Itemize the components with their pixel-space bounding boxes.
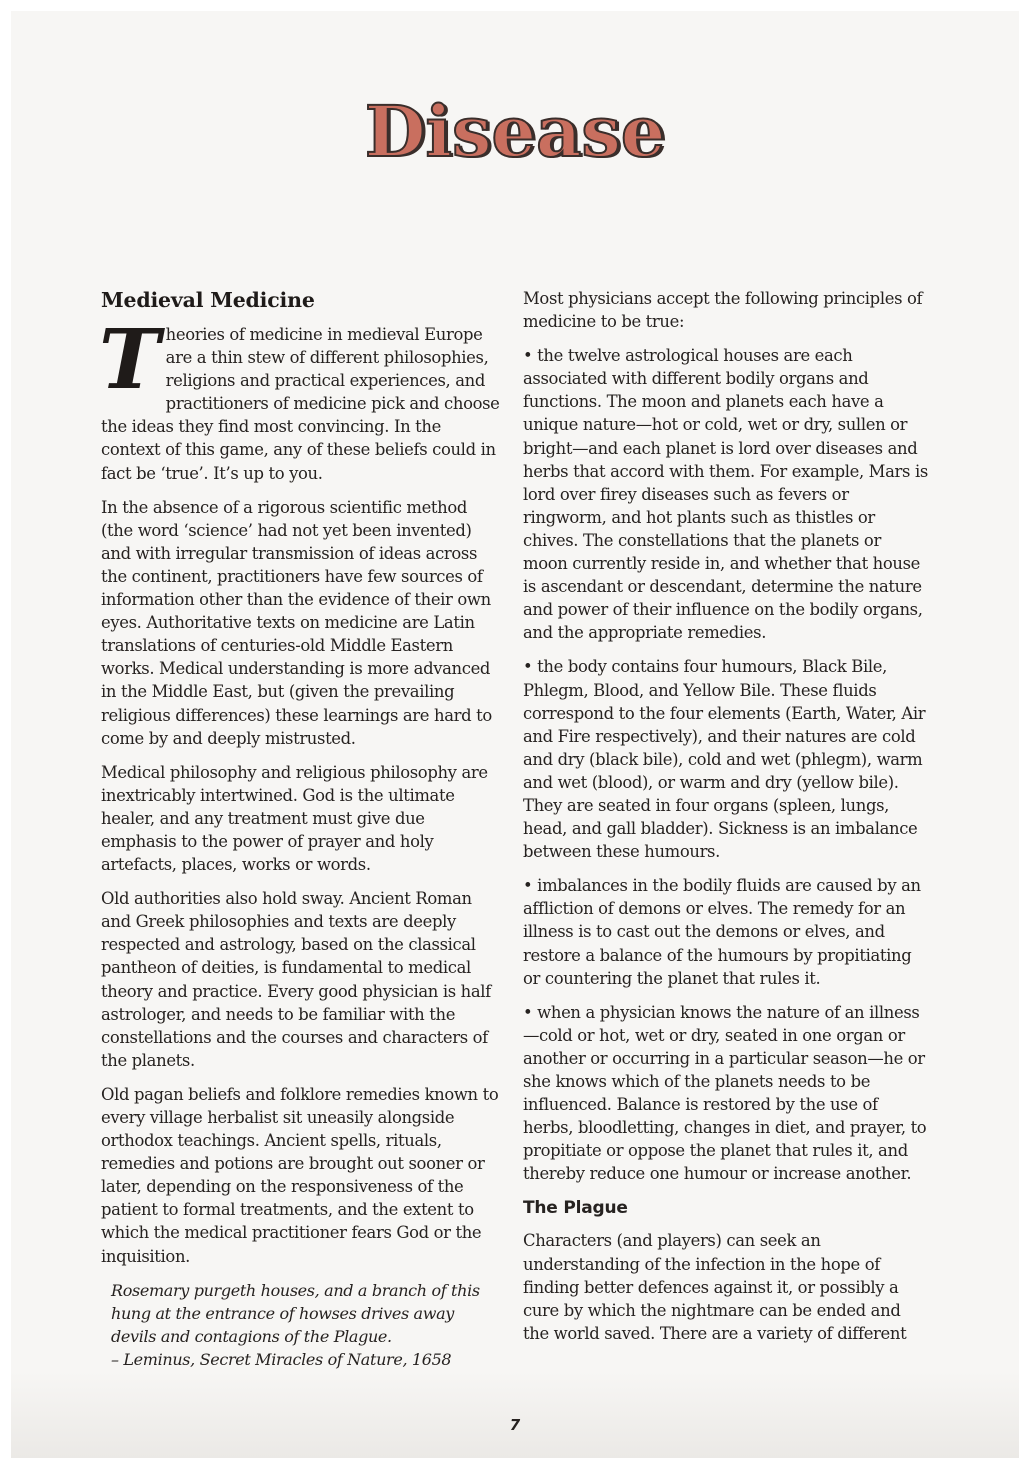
right-column xyxy=(523,287,929,1356)
intro-paragraph xyxy=(99,312,501,485)
page-number: 7 xyxy=(509,1416,521,1434)
drop-cap: T xyxy=(99,312,160,408)
section-heading-the-plague: The Plague xyxy=(523,1198,628,1219)
left-column xyxy=(101,287,501,1371)
plague-paragraph: Characters (and players) can seek an understanding of the infection in the hope of finding better defences against it, or possibly a cure by which the nightmare can be ended and the world saved. There are a variety of different xyxy=(523,1231,907,1343)
paragraph-religious-philosophy: Medical philosophy and religious philosophy are inextricably intertwined. God is the ultimate healer, and any treatment must give due emphasis to the power of prayer and holy artefacts, places, works or words. xyxy=(101,762,488,875)
document-page xyxy=(11,11,1019,1458)
pull-quote xyxy=(111,1279,501,1371)
bullet-four-humours: • the body contains four humours, Black Bile, Phlegm, Blood, and Yellow Bile. These fluids correspond to the four elements (Earth, Water, Air and Fire respectively), and their natures are cold and dry (black bile), cold and wet (phlegm), warm and wet (blood), or warm and dry (yellow bile). They are seated in four organs (spleen, lungs, head, and gall bladder). Sickness is an imbalance between these humours. xyxy=(523,657,926,862)
quote-attribution: – Leminus, Secret Miracles of Nature, 1658 xyxy=(111,1349,452,1369)
paragraph-scientific-method: In the absence of a rigorous scientific method (the word ‘science’ had not yet been invented) and with irregular transmission of ideas across the continent, practitioners have few sources of information other than the evidence of their own eyes. Authoritative texts on medicine are Latin translations of centuries-old Middle Eastern works. Medical understanding is more advanced in the Middle East, but (given the prevailing religious differences) these learnings are hard to come by and deeply mistrusted. xyxy=(101,497,492,748)
bullet-astrological-houses: • the twelve astrological houses are each associated with different bodily organs and functions. The moon and planets each have a unique nature—hot or cold, wet or dry, sullen or bright—and each planet is lord over diseases and herbs that accord with them. For example, Mars is lord over firey diseases such as fevers or ringworm, and hot plants such as thistles or chives. The constellations that the planets or moon currently reside in, and whether that house is ascendant or descendant, determine the nature and power of their influence on the bodily organs, and the appropriate remedies. xyxy=(523,346,928,643)
bullet-balance-restored: • when a physician knows the nature of an illness—cold or hot, wet or dry, seated in one organ or another or occurring in a particular season—he or she knows which of the planets needs to be influenced. Balance is restored by the use of herbs, bloodletting, changes in diet, and prayer, to propitiate or oppose the planet that rules it, and thereby reduce one humour or increase another. xyxy=(523,1002,927,1184)
intro-text: heories of medicine in medieval Europe are a thin stew of different philosophies, religions and practical experiences, and practitioners of medicine pick and choose the ideas they find most convincing. In the context of this game, any of these beliefs could in fact be ‘true’. It’s up to you. xyxy=(101,325,500,483)
bullet-demons-elves: • imbalances in the bodily fluids are caused by an affliction of demons or elves. The remedy for an illness is to cast out the demons or elves, and restore a balance of the humours by propitiating or countering the planet that rules it. xyxy=(523,876,921,988)
section-heading-medieval-medicine: Medieval Medicine xyxy=(101,288,315,312)
quote-text: Rosemary purgeth houses, and a branch of this hung at the entrance of howses drives away devils and contagions of the Plague. xyxy=(111,1280,480,1346)
paragraph-pagan-beliefs: Old pagan beliefs and folklore remedies known to every village herbalist sit uneasily alongside orthodox teachings. Ancient spells, rituals, remedies and potions are brought out sooner or later, depending on the responsiveness of the patient to formal treatments, and the extent to which the medical practitioner fears God or the inquisition. xyxy=(101,1084,499,1266)
principles-intro: Most physicians accept the following principles of medicine to be true: xyxy=(523,289,923,332)
page-title: Disease xyxy=(364,90,666,173)
paragraph-old-authorities: Old authorities also hold sway. Ancient Roman and Greek philosophies and texts are deeply respected and astrology, based on the classical pantheon of deities, is fundamental to medical theory and practice. Every good physician is half astrologer, and needs to be familiar with the constellations and the courses and characters of the planets. xyxy=(101,889,491,1070)
